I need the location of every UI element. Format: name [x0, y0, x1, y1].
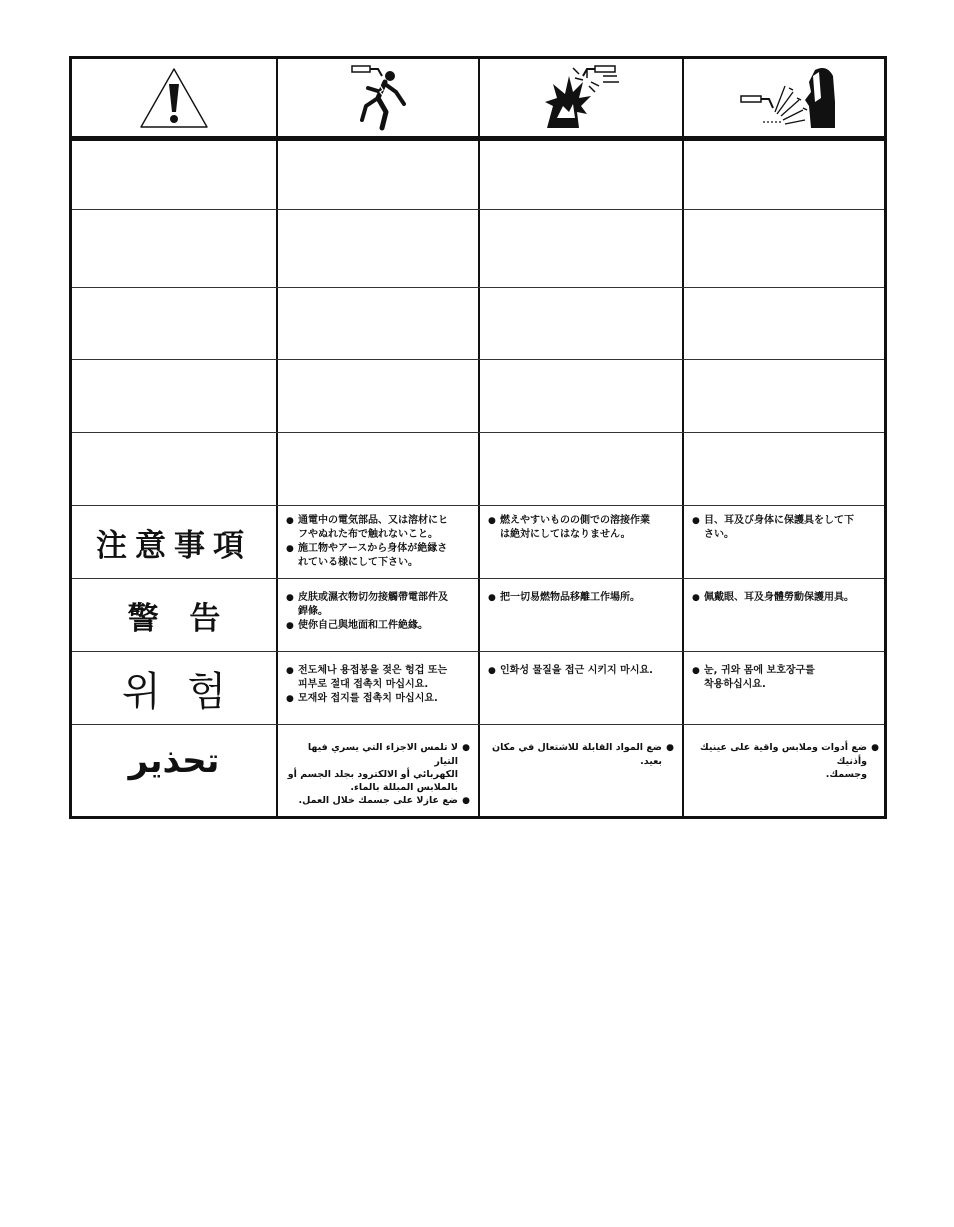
cell-japanese-fire [480, 506, 682, 578]
electric-shock-icon [338, 62, 418, 134]
label-korean: 위 험 [122, 668, 226, 715]
label-chinese: 警 告 [127, 600, 221, 637]
bullet-text: ● 燃えやすいものの側での溶接作業 は絶対にしてはなりません。 [488, 514, 676, 542]
header-cell [684, 59, 887, 136]
header-cell [480, 59, 682, 136]
label-japanese: 注意事項 [96, 527, 252, 564]
empty-rows-area [72, 141, 887, 505]
header-cell [278, 59, 478, 136]
bullet-text: ● ضع المواد القابلة للاشتعال في مكان بعيد. [486, 741, 674, 768]
cell-arabic-fire [480, 725, 682, 819]
bullet-text: ● 佩戴眼、耳及身體勞動保護用具。 [692, 591, 881, 605]
bullet-text: ● 눈, 귀와 몸에 보호장구를 착용하십시요. [692, 664, 881, 692]
cell-japanese-rays [684, 506, 887, 578]
label-arabic: تحذير [128, 741, 220, 781]
cell-chinese-shock [278, 579, 478, 651]
bullet-text: ● 把一切易燃物品移離工作場所。 [488, 591, 676, 605]
bullet-text: ● 인화성 물질을 접근 시키지 마시요. [488, 664, 676, 678]
cell-arabic-shock [278, 725, 478, 819]
bullet-text: ● ضع أدوات وملابس واقية على عينيك وأذنيك وجسمك. [690, 741, 879, 781]
cell-chinese-fire [480, 579, 682, 651]
bullet-text: ● 전도체나 용접봉을 젖은 헝겁 또는 피부로 절대 접촉치 마십시요. [286, 664, 472, 692]
cell-korean-fire [480, 652, 682, 724]
bullet-text: ● 目、耳及び身体に保護具をして下 さい。 [692, 514, 881, 542]
header-cell [72, 59, 276, 136]
bullet-text: ● 皮肤或濕衣物切勿接觸帶電部件及 銲條。 [286, 591, 472, 619]
bullet-text: ● 使你自己與地面和工件絶緣。 [286, 619, 472, 633]
welding-arc-rays-icon [731, 62, 841, 134]
bullet-text: ● لا تلمس الاجزاء التي يسري فيها التيار الكهربائي أو الالكترود بجلد الجسم أو بالملابس المبللة بالماء. [284, 741, 470, 794]
cell-korean-rays [684, 652, 887, 724]
bullet-text: ● 通電中の電気部品、又は溶材にヒ フやぬれた布で触れないこと。 [286, 514, 472, 542]
bullet-text: ● 모재와 접지를 접촉치 마십시요. [286, 692, 472, 706]
bullet-text: ● ضع عازلا على جسمك خلال العمل. [284, 794, 470, 808]
warning-table [69, 56, 887, 819]
cell-japanese-shock [278, 506, 478, 578]
cell-korean-shock [278, 652, 478, 724]
cell-arabic-rays [684, 725, 887, 819]
fire-explosion-icon [539, 62, 623, 134]
cell-chinese-rays [684, 579, 887, 651]
bullet-text: ● 施工物やアースから身体が絶縁さ れている様にして下さい。 [286, 542, 472, 570]
warning-triangle-icon [138, 66, 210, 130]
